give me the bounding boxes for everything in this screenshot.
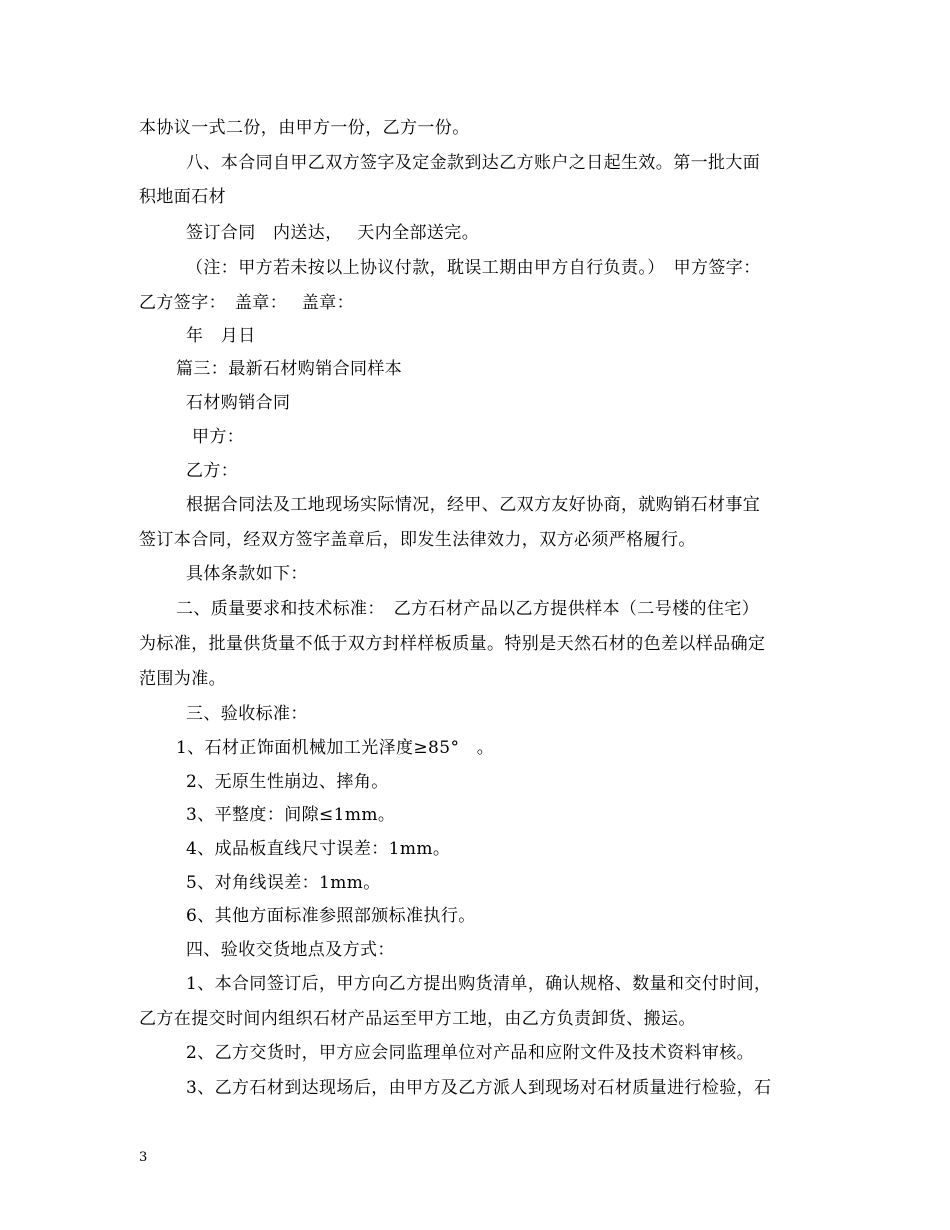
list-item: 4、成品板直线尺寸误差：1mm。 (186, 839, 451, 859)
text-line: 年 月日 (186, 326, 256, 346)
contract-title: 石材购销合同 (186, 393, 291, 413)
text-line: 乙方签字： 盖章： 盖章： (139, 293, 355, 313)
page-number: 3 (139, 1150, 148, 1165)
section-heading: 篇三：最新石材购销合同样本 (176, 359, 403, 379)
text-line: （注：甲方若未按以上协议付款，耽误工期由甲方自行负责。） 甲方签字： (186, 258, 761, 278)
text-line: 具体条款如下： (186, 564, 308, 584)
text-line: 1、本合同签订后，甲方向乙方提出购货清单，确认规格、数量和交付时间， (186, 974, 772, 994)
list-item: 2、无原生性崩边、摔角。 (186, 772, 389, 792)
text-line: 积地面石材 (139, 187, 226, 207)
clause-heading: 二、质量要求和技术标准： 乙方石材产品以乙方提供样本（二号楼的住宅） (176, 599, 760, 619)
list-item: 3、平整度：间隙≤1mm。 (186, 805, 396, 825)
list-item: 1、石材正饰面机械加工光泽度≥85° 。 (176, 738, 495, 758)
list-item: 5、对角线误差：1mm。 (186, 873, 381, 893)
text-line: 范围为准。 (139, 669, 226, 689)
list-item: 6、其他方面标准参照部颁标准执行。 (186, 906, 476, 926)
party-a-label: 甲方： (192, 427, 245, 447)
text-line: 2、乙方交货时，甲方应会同监理单位对产品和应附文件及技术资料审核。 (186, 1043, 755, 1063)
text-line: 八、本合同自甲乙双方签字及定金款到达乙方账户之日起生效。第一批大面 (186, 153, 761, 173)
text-line: 签订本合同，经双方签字盖章后，即发生法律效力，双方必须严格履行。 (139, 530, 696, 550)
text-line: 签订合同 内送达， 天内全部送完。 (186, 223, 480, 243)
text-line: 3、乙方石材到达现场后，由甲方及乙方派人到现场对石材质量进行检验，石 (186, 1078, 772, 1098)
text-line: 根据合同法及工地现场实际情况，经甲、乙双方友好协商，就购销石材事宜 (186, 495, 761, 515)
text-line: 乙方在提交时间内组织石材产品运至甲方工地，由乙方负责卸货、搬运。 (139, 1009, 696, 1029)
clause-heading: 三、验收标准： (186, 704, 308, 724)
clause-heading: 四、验收交货地点及方式： (186, 940, 395, 960)
party-b-label: 乙方： (186, 461, 239, 481)
text-line: 为标准，批量供货量不低于双方封样样板质量。特别是天然石材的色差以样品确定 (139, 634, 766, 654)
text-line: 本协议一式二份，由甲方一份，乙方一份。 (139, 118, 470, 138)
